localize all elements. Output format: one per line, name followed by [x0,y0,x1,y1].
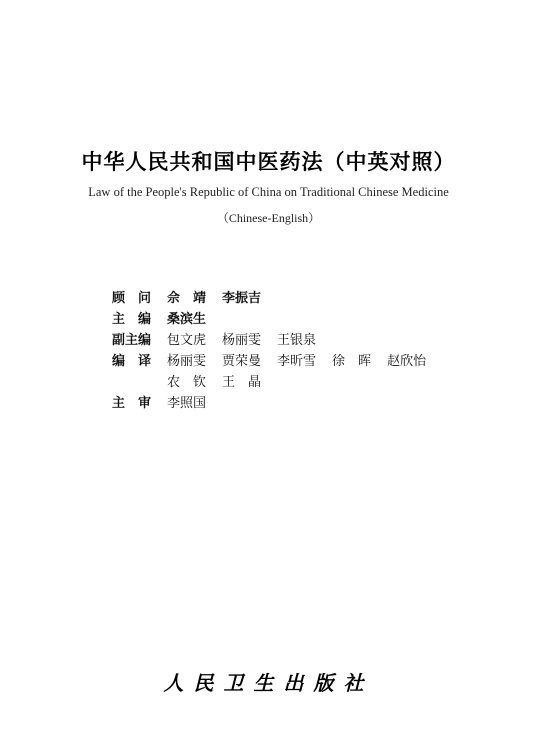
publisher-name: 人民卫生出版社 [163,671,374,695]
credit-role: 主 编 [112,312,152,327]
credit-role: 编 译 [112,354,152,369]
credit-row [112,392,492,413]
credit-names [167,308,222,327]
credit-row [112,350,492,371]
credit-names [167,329,332,348]
credit-row [112,287,492,308]
credit-name: 李振吉 [222,291,262,306]
credits-list [112,287,492,413]
credit-name: 杨丽雯 [167,354,207,369]
credit-names [167,371,277,390]
credit-names [167,287,277,306]
credit-name: 李昕雪 [277,354,317,369]
credit-name: 王 晶 [222,375,262,390]
credit-names [167,350,442,369]
credit-row [112,329,492,350]
credit-name: 杨丽雯 [222,333,262,348]
credit-name: 桑滨生 [167,312,207,327]
credit-name: 包文虎 [167,333,207,348]
book-title-english: Law of the People's Republic of China on Traditional Chinese Medicine [88,185,449,199]
credit-names [167,392,222,411]
credit-role: 顾 问 [112,291,152,306]
credit-name: 徐 晖 [332,354,372,369]
credit-role: 副主编 [112,333,152,348]
credit-name: 农 钦 [167,375,207,390]
credit-row [112,371,492,392]
book-subtitle-english: （Chinese-English） [216,211,321,225]
credit-name: 贾荣曼 [222,354,262,369]
credit-name: 李照国 [167,396,207,411]
credit-name: 佘 靖 [167,291,207,306]
credit-name: 赵欣怡 [387,354,427,369]
book-title-chinese: 中华人民共和国中医药法（中英对照） [81,150,456,174]
credit-name: 王银泉 [277,333,317,348]
credit-role: 主 审 [112,396,152,411]
credit-row [112,308,492,329]
